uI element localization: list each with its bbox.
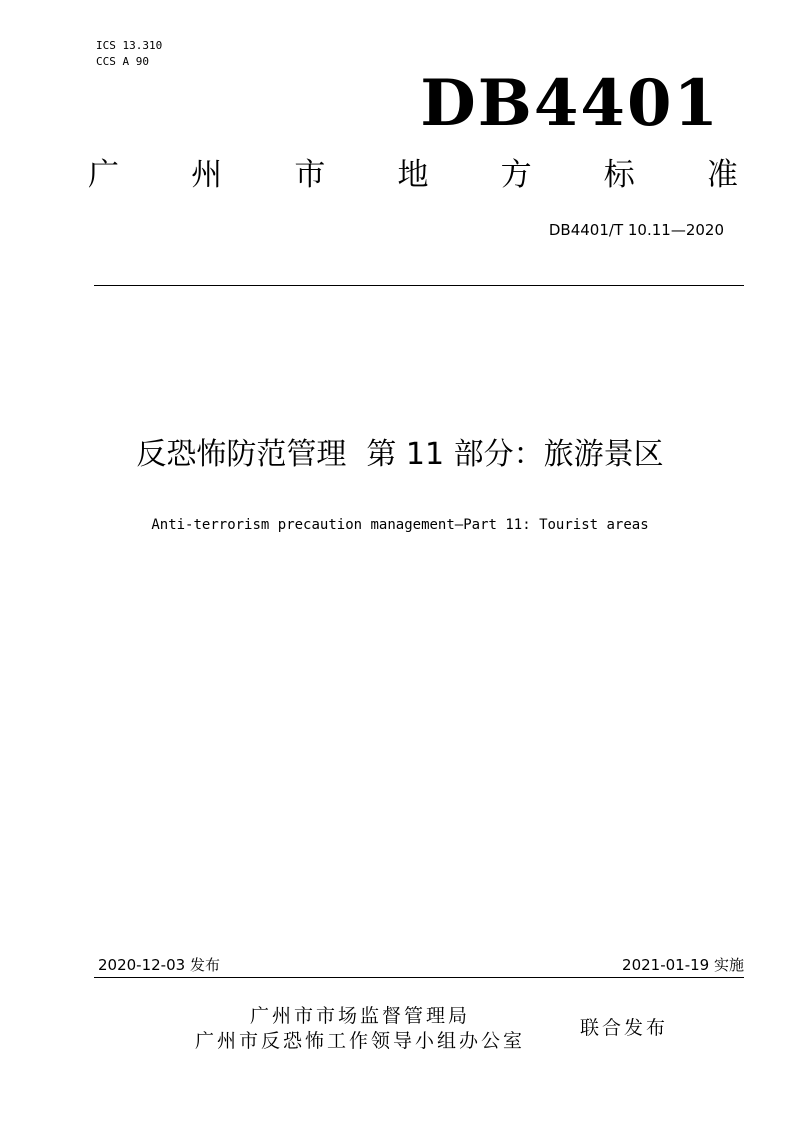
ics-code: ICS 13.310 <box>96 39 163 52</box>
title-main: 反恐怖防范管理 <box>136 437 347 472</box>
implementation-date: 2021-01-19 实施 <box>622 956 744 974</box>
issuer-name: 广州市市场监督管理局 <box>249 1005 470 1027</box>
chinese-title <box>0 430 800 480</box>
footer-divider <box>94 977 744 978</box>
standard-logo: DB4401 <box>420 66 720 141</box>
english-title: Anti-terrorism precaution management—Part 11: Tourist areas <box>151 517 649 533</box>
title-part: 第 11 部分：旅游景区 <box>366 437 664 472</box>
standard-type-char: 方 <box>500 157 532 193</box>
standard-number: DB4401/T 10.11—2020 <box>548 221 724 239</box>
standard-type-char: 地 <box>397 157 429 193</box>
standard-type-char: 准 <box>706 157 738 193</box>
ccs-code: CCS A 90 <box>96 55 149 68</box>
standard-type-char: 标 <box>603 157 635 193</box>
joint-issue-label: 联合发布 <box>580 1017 669 1039</box>
standard-type-char: 广 <box>88 157 119 193</box>
standard-type-char: 州 <box>191 157 223 193</box>
issuing-authorities <box>150 1004 570 1054</box>
header-divider <box>94 285 744 286</box>
issue-date: 2020-12-03 发布 <box>98 956 220 974</box>
standard-type-char: 市 <box>294 157 326 193</box>
classification-codes <box>96 38 162 70</box>
issuer-name: 广州市反恐怖工作领导小组办公室 <box>194 1030 525 1052</box>
standard-type-heading <box>88 150 738 200</box>
